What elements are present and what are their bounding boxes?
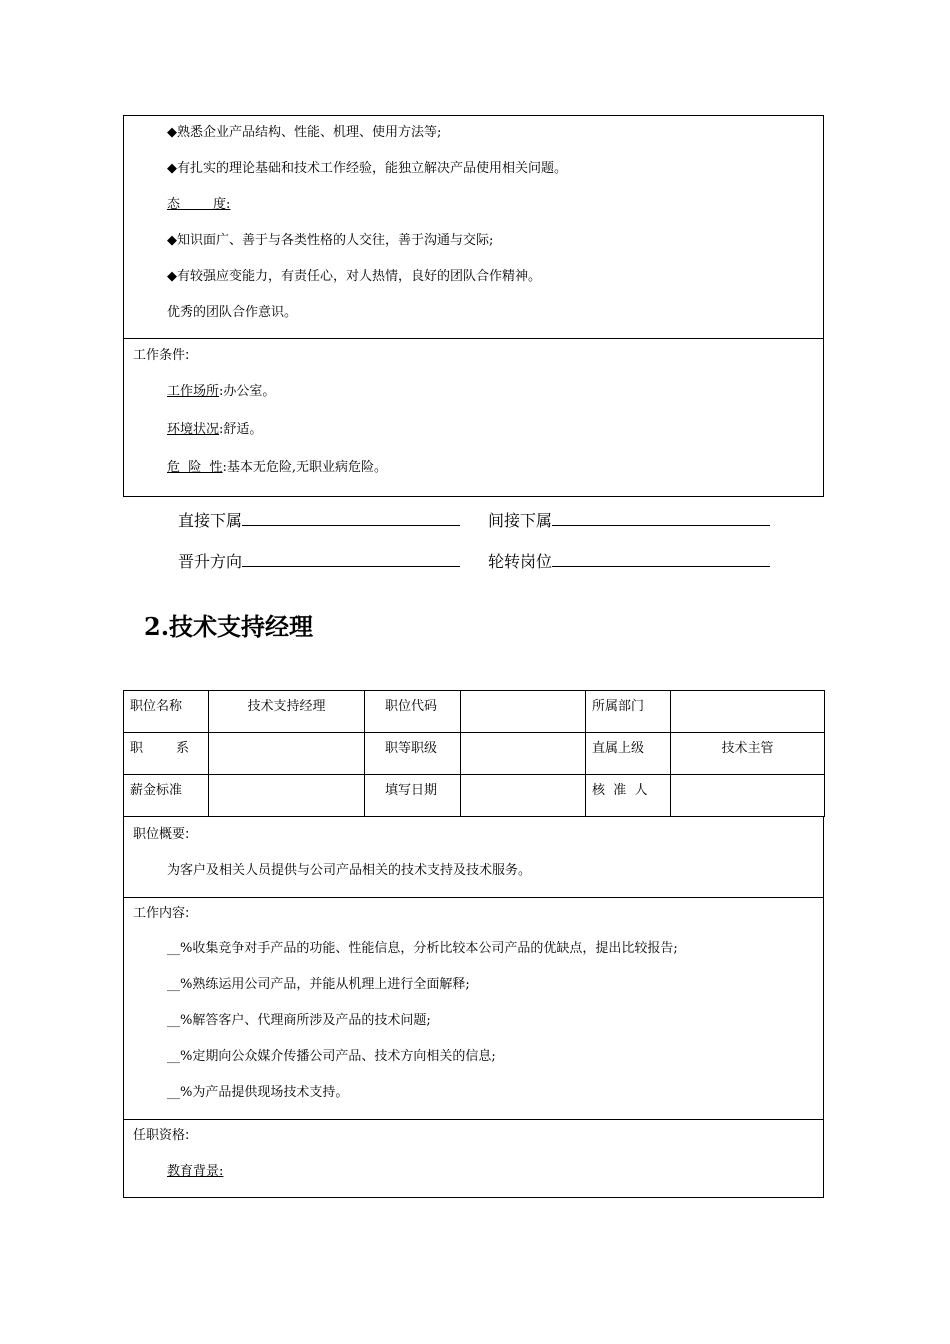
approver-label: 核 准 人: [586, 775, 671, 817]
overview-text: 为客户及相关人员提供与公司产品相关的技术支持及技术服务。: [167, 863, 532, 878]
approver-value: [671, 775, 825, 817]
content-text: 熟练运用公司产品，并能从机理上进行全面解释;: [192, 977, 470, 992]
table-row: [124, 775, 825, 817]
requirement-line: ◆熟悉企业产品结构、性能、机理、使用方法等;: [167, 125, 442, 140]
promotion-blank[interactable]: [242, 552, 460, 567]
condition-value: :舒适。: [219, 422, 263, 437]
grade-value: [461, 733, 586, 775]
requirement-line: ◆有扎实的理论基础和技术工作经验，能独立解决产品使用相关问题。: [167, 161, 567, 176]
content-item: [167, 1009, 431, 1028]
condition-line: [167, 456, 387, 475]
attitude-label: 态 度:: [167, 197, 231, 212]
content-prefix: __%: [167, 977, 193, 992]
content-text: 定期向公众媒介传播公司产品、技术方向相关的信息;: [192, 1049, 496, 1064]
direct-subordinate-label: 直接下属: [178, 511, 243, 530]
job-series-label: 职 系: [124, 733, 209, 775]
condition-line: [167, 418, 262, 437]
supervisor-value: 技术主管: [671, 733, 825, 775]
position-code-value: [461, 691, 586, 733]
education-label: 教育背景:: [167, 1164, 224, 1179]
position-name-label: 职位名称: [124, 691, 209, 733]
divider: [124, 897, 823, 898]
content-prefix: __%: [167, 1049, 193, 1064]
condition-line: [167, 380, 275, 399]
promotion-field: [178, 549, 460, 572]
section-title: 2.技术支持经理: [144, 612, 314, 641]
condition-label: 环境状况: [167, 422, 220, 437]
content-text: 收集竞争对手产品的功能、性能信息，分析比较本公司产品的优缺点，提出比较报告;: [192, 941, 678, 956]
salary-value: [209, 775, 365, 817]
job-info-table: [123, 690, 825, 817]
rotation-field: [488, 549, 770, 572]
qualification-header: 任职资格:: [133, 1128, 190, 1143]
condition-label: 危 险 性: [167, 460, 223, 475]
content-prefix: __%: [167, 941, 193, 956]
department-value: [671, 691, 825, 733]
content-text: 为产品提供现场技术支持。: [192, 1085, 349, 1100]
divider: [124, 1119, 823, 1120]
promotion-label: 晋升方向: [178, 552, 243, 571]
divider: [124, 338, 823, 339]
attitude-line: ◆知识面广、善于与各类性格的人交往，善于沟通与交际;: [167, 233, 494, 248]
job-series-value: [209, 733, 365, 775]
position-code-label: 职位代码: [365, 691, 461, 733]
requirements-box: [123, 115, 824, 497]
content-header: 工作内容:: [133, 906, 190, 921]
table-row: [124, 733, 825, 775]
rotation-label: 轮转岗位: [488, 552, 553, 571]
conditions-header: 工作条件:: [133, 348, 190, 363]
department-label: 所属部门: [586, 691, 671, 733]
content-item: [167, 1081, 348, 1100]
job-details-box: [123, 817, 824, 1198]
content-item: [167, 973, 470, 992]
fill-date-value: [461, 775, 586, 817]
fill-date-label: 填写日期: [365, 775, 461, 817]
indirect-subordinate-blank[interactable]: [552, 511, 770, 526]
content-prefix: __%: [167, 1013, 193, 1028]
rotation-blank[interactable]: [552, 552, 770, 567]
position-name-value: 技术支持经理: [209, 691, 365, 733]
salary-label: 薪金标准: [124, 775, 209, 817]
indirect-subordinate-label: 间接下属: [488, 511, 553, 530]
condition-value: :基本无危险,无职业病危险。: [222, 460, 388, 475]
table-row: [124, 691, 825, 733]
grade-label: 职等职级: [365, 733, 461, 775]
content-text: 解答客户、代理商所涉及产品的技术问题;: [192, 1013, 431, 1028]
direct-subordinate-field: [178, 508, 460, 531]
condition-label: 工作场所: [167, 384, 220, 399]
attitude-line: ◆有较强应变能力，有责任心，对人热情，良好的团队合作精神。: [167, 269, 541, 284]
attitude-line: 优秀的团队合作意识。: [167, 305, 298, 320]
overview-header: 职位概要:: [133, 827, 190, 842]
supervisor-label: 直属上级: [586, 733, 671, 775]
condition-value: :办公室。: [219, 384, 276, 399]
direct-subordinate-blank[interactable]: [242, 511, 460, 526]
content-item: [167, 1045, 496, 1064]
indirect-subordinate-field: [488, 508, 770, 531]
content-prefix: __%: [167, 1085, 193, 1100]
content-item: [167, 937, 678, 956]
